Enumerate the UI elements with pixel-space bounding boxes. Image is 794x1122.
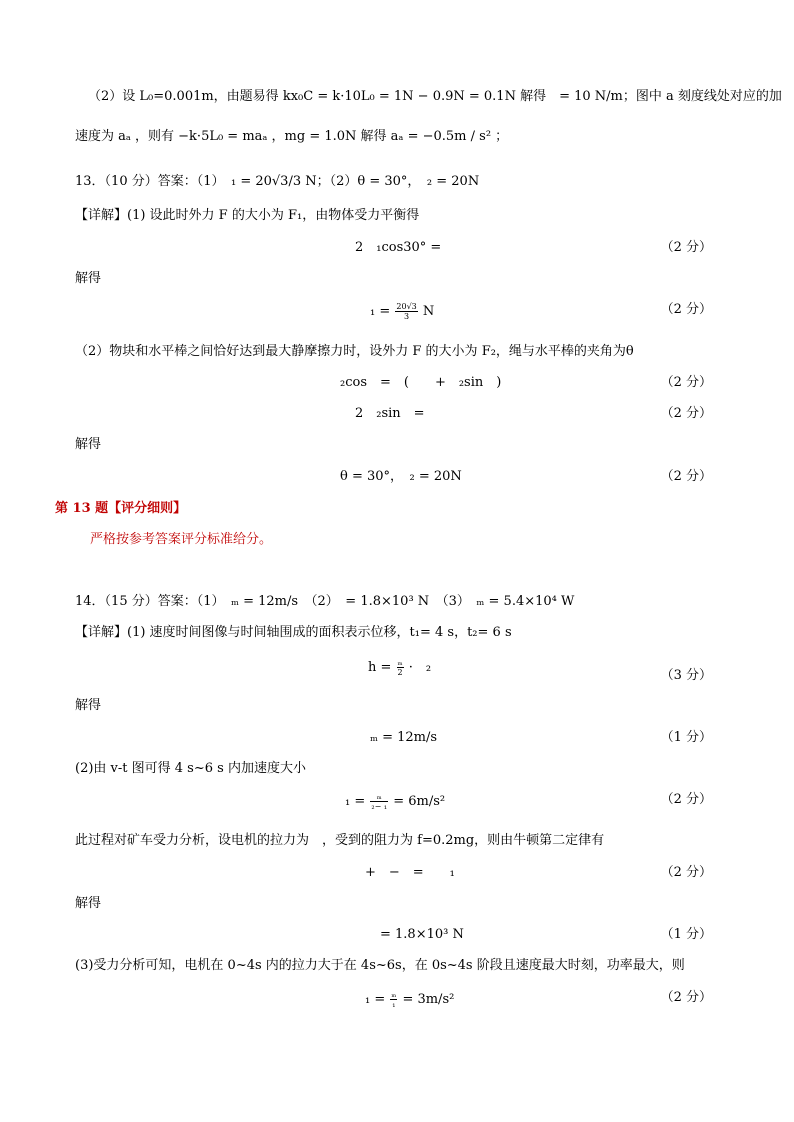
q13-equation-5: θ = 30°， ₂ = 20N	[340, 469, 462, 484]
q14-eq1-numerator: ₘ	[397, 658, 403, 667]
q13-jiede-2: 解得	[75, 437, 102, 452]
q14-eq6-numerator: ₘ	[391, 990, 397, 999]
q14-points-5: （1 分）	[660, 927, 712, 942]
q14-eq6-fraction	[390, 990, 397, 1009]
q14-eq6-denominator: ₁	[392, 1000, 396, 1009]
q14-points-2: （1 分）	[660, 730, 712, 745]
rules13-title: 第 13 题【评分细则】	[55, 501, 187, 516]
q14-eq3-suffix: = 6m/s²	[393, 794, 446, 809]
q14-eq1-prefix: h =	[368, 660, 392, 675]
part2-line1: （2）设 L₀=0.001m，由题易得 kx₀C = k·10L₀ = 1N − 0.9N = 0.1N 解得 = 10 N/m；图中 a 刻度线处对应的加	[88, 89, 782, 104]
q13-eq2-fraction	[395, 302, 417, 321]
q14-eq6-suffix: = 3m/s²	[402, 992, 455, 1007]
q13-points-3: （2 分）	[660, 375, 712, 390]
q14-eq1-suffix: · ₂	[408, 660, 432, 675]
part2-line2: 速度为 aₐ ，则有 −k·5L₀ = maₐ ，mg = 1.0N 解得 aₐ = −0.5m / s² ；	[75, 129, 509, 144]
q14-eq6-prefix: ₁ =	[365, 992, 386, 1007]
q13-eq2-denominator: 3	[404, 312, 410, 321]
q14-jiede-2: 解得	[75, 896, 102, 911]
q14-equation-2: ₘ = 12m/s	[370, 730, 438, 745]
q14-equation-6	[365, 990, 454, 1009]
q13-equation-2	[370, 302, 434, 321]
q14-eq3-prefix: ₁ =	[345, 794, 366, 809]
q13-eq2-numerator: 20√3	[396, 302, 417, 311]
q14-equation-1	[368, 658, 431, 677]
q14-points-6: （2 分）	[660, 990, 712, 1005]
q14-jiede-1: 解得	[75, 698, 102, 713]
q14-detail4: (3)受力分析可知，电机在 0~4s 内的拉力大于在 4s~6s，在 0s~4s 阶段且速度最大时刻，功率最大，则	[75, 958, 685, 973]
q13-equation-4: 2 ₂sin =	[355, 406, 425, 421]
q13-eq2-prefix: ₁ =	[370, 304, 391, 319]
q14-equation-3	[345, 792, 445, 811]
q14-points-1: （3 分）	[660, 668, 712, 683]
q14-eq3-denominator: ₂− ₁	[371, 802, 388, 811]
q14-equation-4: + − = ₁	[365, 865, 455, 880]
q14-eq3-fraction	[370, 792, 388, 811]
q13-points-5: （2 分）	[660, 469, 712, 484]
q14-eq1-fraction	[397, 658, 404, 677]
q14-eq3-numerator: ₘ	[370, 792, 388, 802]
q13-jiede-1: 解得	[75, 271, 102, 286]
q13-points-1: （2 分）	[660, 240, 712, 255]
q13-header: 13．（10 分）答案：（1） ₁ = 20√3/3 N；（2）θ = 30°， ₂ = 20N	[75, 174, 480, 189]
q14-detail3: 此过程对矿车受力分析，设电机的拉力为 ，受到的阻力为 f=0.2mg，则由牛顿第二定律有	[75, 833, 605, 848]
q14-equation-5: = 1.8×10³ N	[380, 927, 464, 942]
q13-equation-1: 2 ₁cos30° =	[355, 240, 442, 255]
q14-detail1: 【详解】(1) 速度时间图像与时间轴围成的面积表示位移，t₁= 4 s，t₂= 6 s	[75, 625, 512, 640]
q13-points-4: （2 分）	[660, 406, 712, 421]
q13-equation-3: ₂cos = ( + ₂sin )	[340, 375, 502, 390]
q13-points-2: （2 分）	[660, 302, 712, 317]
q14-points-3: （2 分）	[660, 792, 712, 807]
q13-detail2: （2）物块和水平棒之间恰好达到最大静摩擦力时，设外力 F 的大小为 F₂，绳与水平棒的夹角为θ	[75, 344, 634, 359]
q14-header: 14．（15 分）答案：（1） ₘ = 12m/s （2） = 1.8×10³ N （3） ₘ = 5.4×10⁴ W	[75, 594, 575, 609]
rules13-body: 严格按参考答案评分标准给分。	[90, 532, 273, 547]
q14-detail2: (2)由 v-t 图可得 4 s~6 s 内加速度大小	[75, 761, 306, 776]
q14-points-4: （2 分）	[660, 865, 712, 880]
q14-eq1-denominator: 2	[397, 668, 403, 677]
q13-eq2-suffix: N	[422, 304, 435, 319]
q13-detail1: 【详解】(1) 设此时外力 F 的大小为 F₁，由物体受力平衡得	[75, 208, 420, 223]
